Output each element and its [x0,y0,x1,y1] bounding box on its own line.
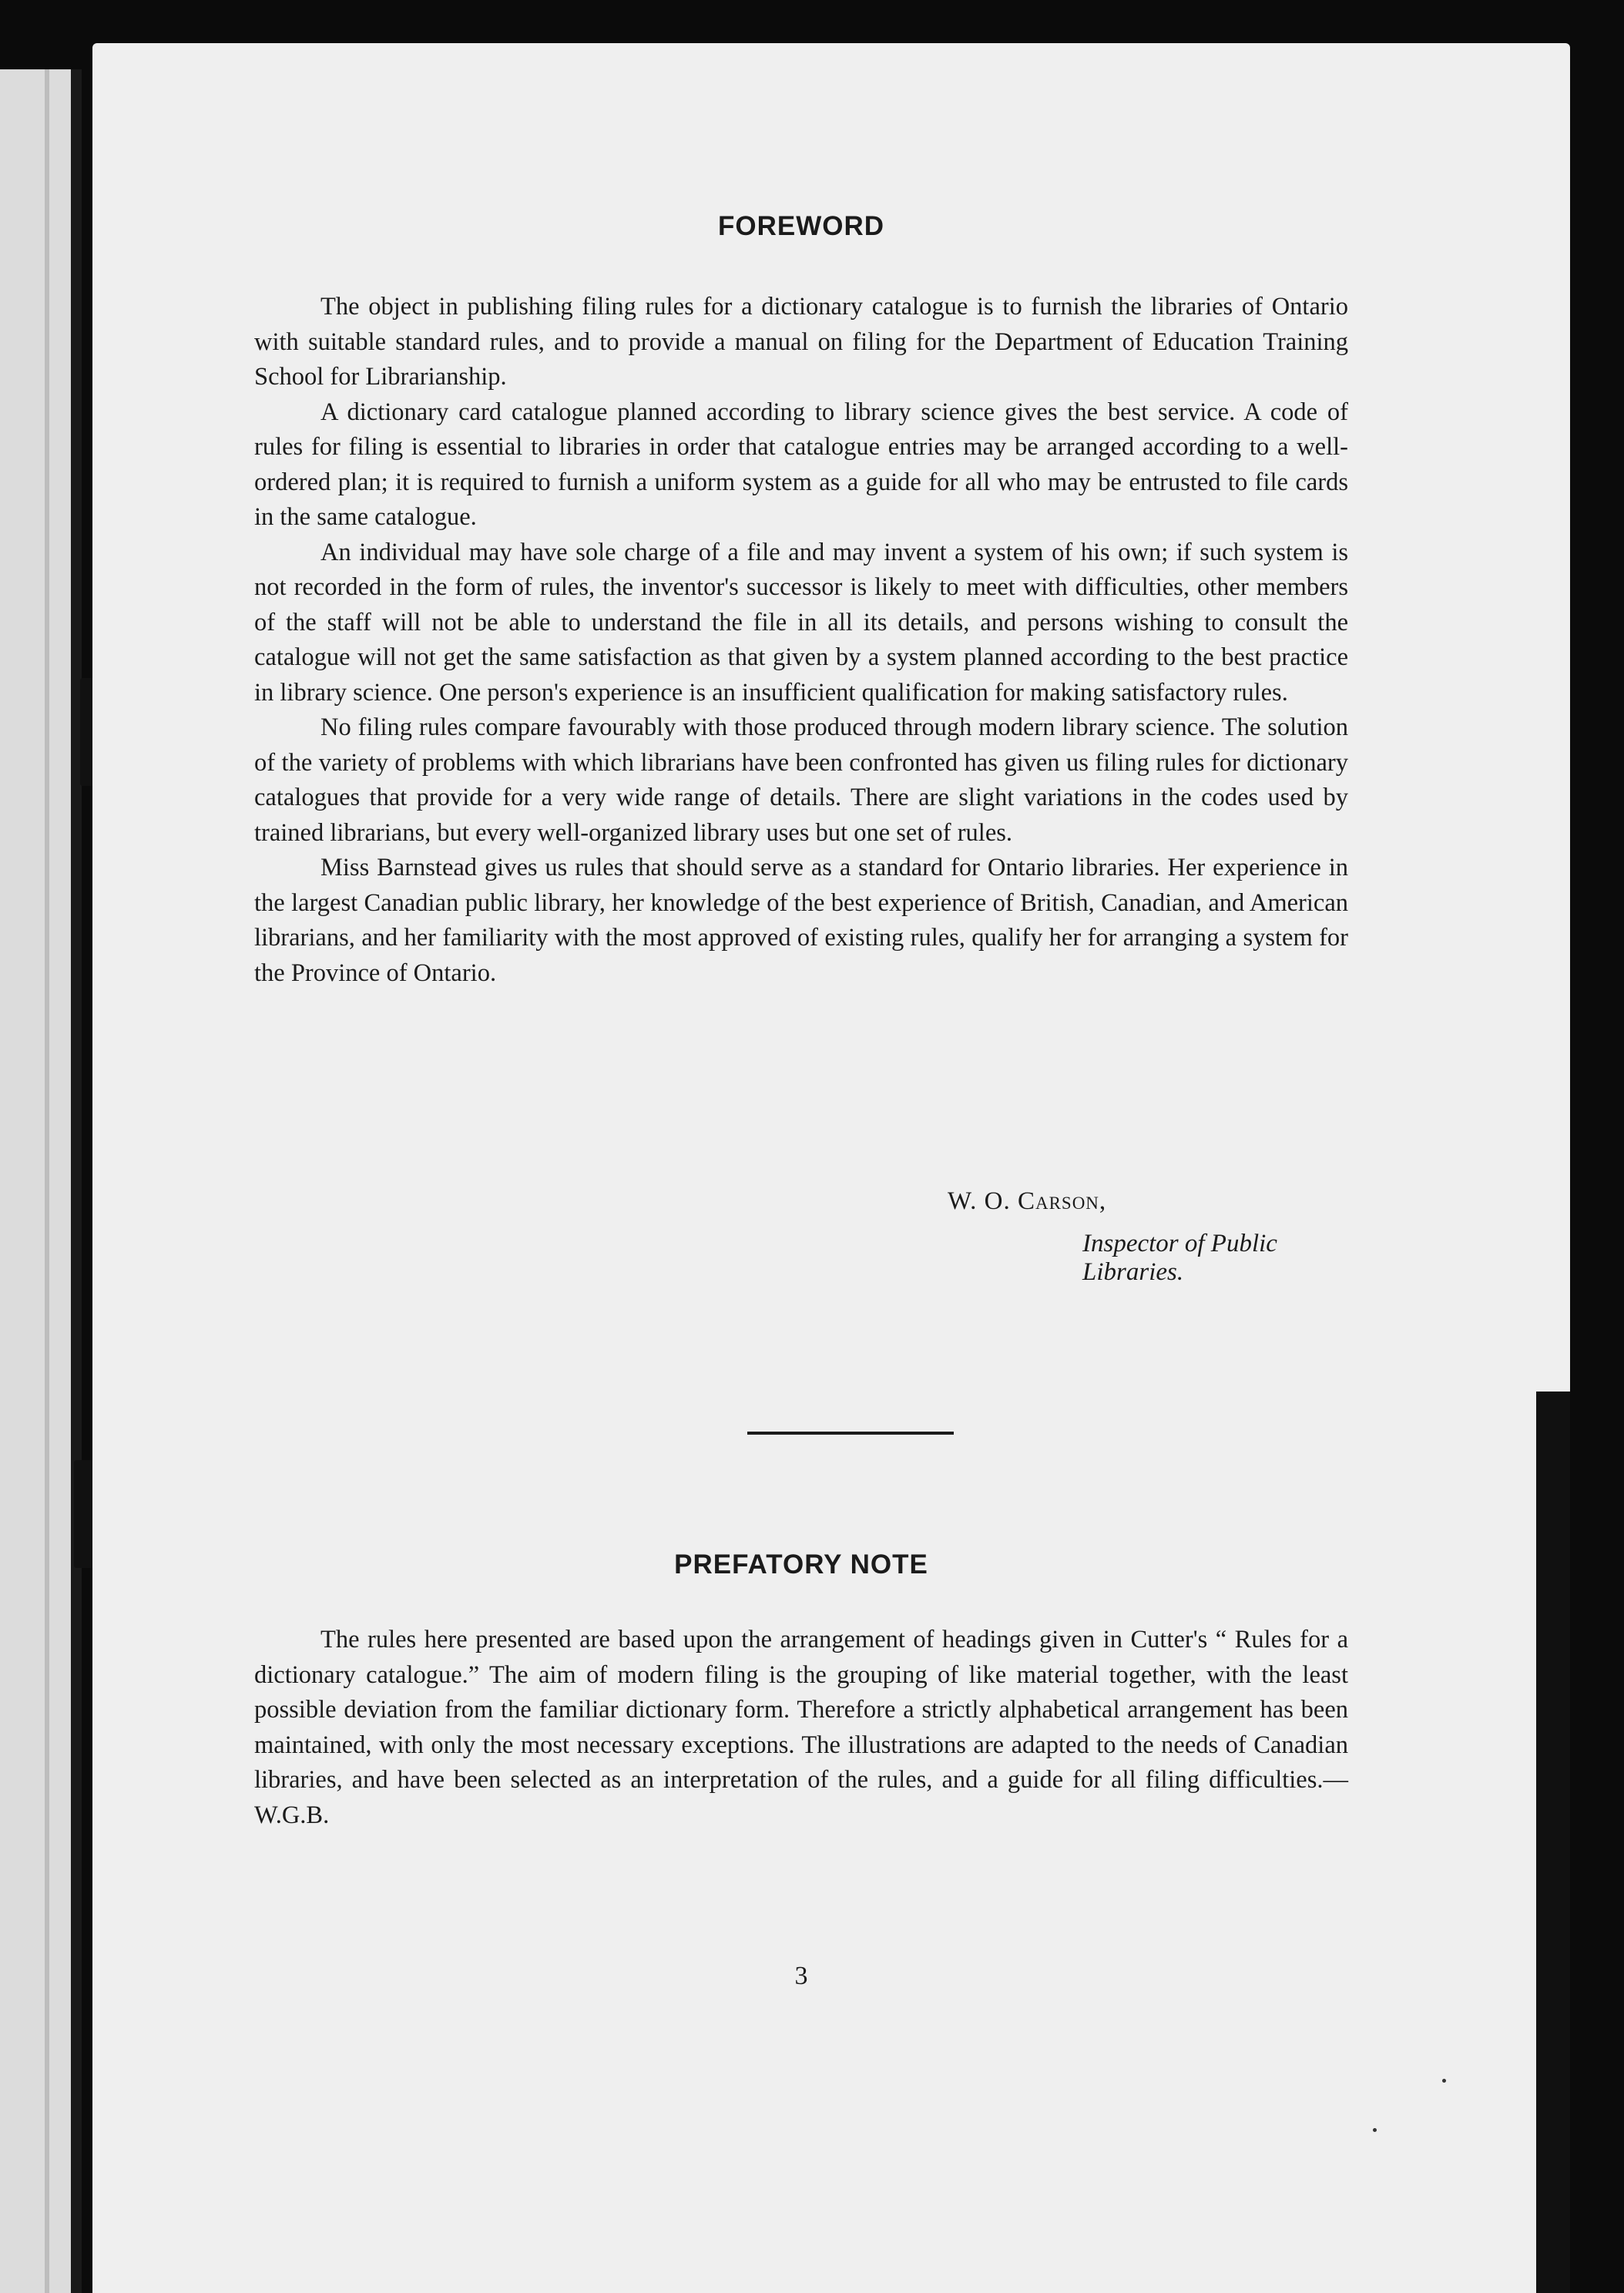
foreword-paragraph: Miss Barnstead gives us rules that should serve as a standard for Ontario libraries. Her experience in the largest Canadian public library, her knowledge of the best experience of British, Canadian, and American librarians, and her familiarity with the most approved of existing rules, qualify her for arranging a system for the Province of Ontario. [254,854,1348,987]
prefatory-note-heading: PREFATORY NOTE [674,1549,928,1580]
section-divider [747,1432,954,1435]
foreword-body [254,290,1348,991]
page-shadow [1536,1392,1570,2293]
foreword-paragraph: An individual may have sole charge of a file and may invent a system of his own; if such system is not recorded in the form of rules, the inventor's successor is likely to meet with difficulties, other members of the staff will not be able to understand the file in all its details, and persons wishing to consult the catalogue will not get the same satisfaction as that given by a system planned according to the best practice in library science. One person's experience is an insufficient qualification for making satisfactory rules. [254,538,1348,707]
prefatory-note-paragraph: The rules here presented are based upon the arrangement of headings given in Cutter's “ Rules for a dictionary catalogue.” The aim of modern filing is the grouping of like material together, with the least possible deviation from the familiar dictionary form. Therefore a strictly alphabetical arrangement has been maintained, with only the most necessary exceptions. The illustrations are adapted to the needs of Canadian libraries, and have been selected as an interpretation of the rules, and a guide for all filing difficulties.—W.G.B. [254,1626,1348,1829]
foreword-heading: FOREWORD [717,211,885,241]
adjacent-page-edge [0,69,82,2293]
document-page [92,43,1570,2293]
scan-speck [1373,2128,1377,2132]
signature-name: W. O. Carson, [948,1187,1107,1215]
page-number: 3 [794,1962,808,1990]
binding-mark [74,1460,94,1568]
foreword-paragraph: The object in publishing filing rules for a dictionary catalogue is to furnish the libraries of Ontario with suitable standard rules, and to provide a manual on filing for the Department of Education Training School for Librarianship. [254,293,1348,391]
foreword-paragraph: No filing rules compare favourably with those produced through modern library science. The solution of the variety of problems with which librarians have been confronted has given us filing rules for dictionary catalogues that provide for a very wide range of details. There are slight variations in the codes used by trained librarians, but every well-organized library uses but one set of rules. [254,713,1348,847]
signature-title: Inspector of Public Libraries. [1082,1230,1277,1286]
prefatory-note-body [254,1623,1348,1833]
scan-speck [1442,2079,1446,2083]
foreword-paragraph: A dictionary card catalogue planned according to library science gives the best service. A code of rules for filing is essential to libraries in order that catalogue entries may be arranged according to a well-ordered plan; it is required to furnish a uniform system as a guide for all who may be entrusted to file cards in the same catalogue. [254,398,1348,531]
